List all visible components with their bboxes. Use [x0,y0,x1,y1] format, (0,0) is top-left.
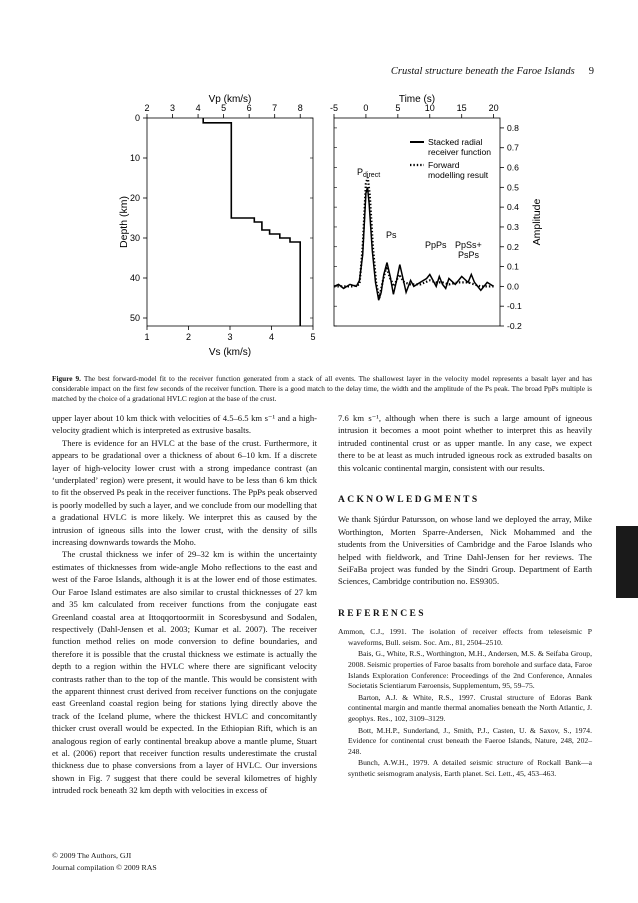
references-list [338,627,592,779]
depth-tick-label: 50 [129,313,140,323]
amplitude-tick-label: 0.3 [507,221,519,232]
time-tick-label: 5 [395,103,401,113]
amplitude-tick-label: 0.6 [507,162,519,173]
vs-tick-label: 5 [310,332,316,342]
vp-tick-label: 3 [170,103,176,113]
time-tick-label: -5 [329,103,339,113]
copyright-footer [52,850,157,874]
time-ticks [330,103,499,118]
reference-item: Bott, M.H.P., Sunderland, J., Smith, P.J., Casten, U. & Saxov, S., 1974. Evidence for continental crust beneath the Faeroe Islands, Nature, 248, 202–248. [348,725,592,756]
annotation-p-subscript: direct [363,172,381,179]
depth-tick-label: 10 [129,153,140,163]
figure-9 [0,84,638,364]
amplitude-tick-label: 0.2 [507,241,519,252]
left-column [52,412,317,797]
time-tick-label: 0 [363,103,369,113]
body-paragraph: upper layer about 10 km thick with velocities of 4.5–6.5 km s⁻¹ and a high-velocity gradient which is interpreted as extrusive basalts. [52,413,317,436]
reference-item: Barton, A.J. & White, R.S., 1997. Crustal structure of Edoras Bank continental margin and mantle thermal anomalies beneath the North Atlantic, J. geophys. Res., 102, 3109–3129. [348,692,592,724]
vs-axis-label: Vs (km/s) [208,347,252,358]
annotation-psps: PsPs [458,250,480,260]
amplitude-tick-label: 0.0 [507,281,519,292]
depth-tick-label: 40 [129,273,140,283]
vs-tick-label: 2 [185,332,192,342]
reference-item: Ammon, C.J., 1991. The isolation of receiver effects from teleseismic P waveforms, Bull. seism. Soc. Am., 81, 2504–2510. [338,627,592,647]
time-tick-label: 10 [424,103,435,113]
depth-ticks [130,113,313,323]
legend-label-stacked-2: receiver function [428,147,492,157]
acknowledgements-text: We thank Sjúrdur Patursson, on whose land we deployed the array, Mike Worthington, Morten Sparre-Andersen, Nick Mohammed and the students from the Universities of Cambridge and the Faroe Islands who helped with fieldwork, and Trine Dahl-Jensen for her reviews. The SeiFaBa project was funded by the Sindri Group. Department of Earth Sciences, Cambridge contribution no. ES9305. [338,514,592,587]
vp-tick-label: 8 [297,103,303,113]
page-number: 9 [588,66,594,77]
time-tick-label: 15 [456,103,467,113]
journal-compilation-line: Journal compilation © 2009 RAS [52,863,157,872]
figure-svg [0,84,638,364]
body-paragraph: The crustal thickness we infer of 29–32 km is within the uncertainty estimates of thicknesses from wide-angle Moho reflections to the east and west of the Faroe Islands, although it is at the lower end of those estimates. Our Faroe Island estimates are also similar to crustal thicknesses of 27 km and 35 km calculated from receiver functions from the conjugate east Greenland coastal area at Ittoqqortoormiit in Scoresbysund and Sodalen, respectively (Dahl-Jensen et al. 2003; Kumar et al. 2007). The receiver function method relies on mode conversion to define boundaries, and therefore it is possible that the crustal thickness we estimate is actually the depth to a region within the HVLC where there are significant velocity contrasts rather than to the top of the mantle. This would be consistent with the apparent thinnest crust derived from receiver functions on the conjugate east Greenland coastal region being for stations lying directly above the track of the Iceland plume, where the thickest HVLC and concomitantly thicker crust overall would be expected. In the Ethiopian Rift, which is an analogous region of early continental breakup above a mantle plume, Stuart et al. (2006) report that receiver function results underestimate the crustal thickness due to phase conversions from a layer of HVLC. Our inversions shown in Fig. 7 suggest that there could be several kilometres of highly intruded rock beneath 32 km depth with velocities in excess of [52,549,317,796]
running-title: Crustal structure beneath the Faroe Islands [390,66,575,77]
amplitude-tick-label: 0.4 [507,202,519,213]
annotation-ppps: PpPs [425,240,447,250]
vs-tick-label: 4 [268,332,275,342]
amplitude-tick-label: 0.1 [507,261,519,272]
annotation-p-direct [357,167,380,179]
depth-axis-label: Depth (km) [118,196,130,248]
annotation-ppss: PpSs+ [455,240,482,250]
vs-ticks [144,326,315,342]
vp-tick-label: 6 [246,103,252,113]
references-heading: REFERENCES [338,608,426,619]
copyright-line: © 2009 The Authors, GJI [52,851,132,860]
time-tick-label: 20 [488,103,499,113]
legend-label-forward-1: Forward [428,160,460,170]
vp-tick-label: 5 [221,103,227,113]
body-paragraph: There is evidence for an HVLC at the base of the crust. Furthermore, it appears to be gradational over a thickness of about 6–10 km. If a discrete layer of high-velocity lower crust with a strong impedance contrast (an ‘underplated’ region) were present, it would have to be less than 6 km thick to fit the observed Ps peak in the receiver functions. The PpPs peak observed is poorly modelled by such a layer, and we conclude from our modelling that a gradational HVLC is more likely. We interpret this as caused by the intrusion of igneous sills into the lower crust, with the density of sills increasing downwards towards the Moho. [52,437,317,548]
annotation-ps: Ps [386,230,397,240]
amplitude-tick-label: -0.2 [507,321,522,331]
amplitude-axis-label: Amplitude [531,198,543,246]
vp-ticks [144,103,302,118]
figure-caption [52,374,592,404]
amplitude-tick-label: 0.5 [507,182,519,193]
reference-item: Bunch, A.W.H., 1979. A detailed seismic structure of Rockall Bank—a synthetic seismogram analysis, Earth planet. Sci. Lett., 45, 453–463. [348,758,592,778]
amplitude-tick-label: 0.7 [507,142,519,153]
amplitude-tick-label: 0.8 [507,122,519,133]
caption-text: The best forward-model fit to the receiver function generated from a stack of all events. The shallowest layer in the velocity model represents a basalt layer and has considerable impact on the first few seconds of the receiver function. There is a good match to the delay time, the width and the amplitude of the Ps peak. The broad PpPs multiple is matched by the choice of a gradational HVLC region at the base of the crust. [52,374,592,403]
caption-label: Figure 9. [52,374,81,383]
depth-tick-label: 0 [134,113,140,123]
velocity-profile-line [203,118,300,326]
velocity-panel-frame [147,118,313,326]
legend-label-stacked-1: Stacked radial [428,137,483,147]
vs-tick-label: 1 [144,332,150,342]
vp-tick-label: 7 [272,103,278,113]
legend-label-forward-2: modelling result [428,170,489,180]
section-thumb-tab [616,526,638,598]
time-axis-label: Time (s) [398,94,436,105]
acknowledgements-heading: ACKNOWLEDGMENTS [338,495,480,506]
vp-tick-label: 2 [144,103,150,113]
depth-tick-label: 20 [129,193,140,203]
amplitude-tick-label: -0.1 [507,301,522,312]
depth-tick-label: 30 [129,233,140,243]
annotation-p: P [357,167,364,177]
running-header [391,66,594,77]
right-column [338,412,592,781]
vp-tick-label: 4 [195,103,201,113]
vp-axis-label: Vp (km/s) [208,94,252,105]
vs-tick-label: 3 [227,332,233,342]
body-paragraph: 7.6 km s⁻¹, although when there is such a large amount of igneous intrusion it becomes a moot point whether to interpret this as heavily intruded continental crust or as upper mantle. In any case, we expect there to be at least as much intruded igneous rock as extruded basalts on this volcanic continental margin, consistent with our results. [338,413,592,473]
reference-item: Bais, G., White, R.S., Worthington, M.H., Andersen, M.S. & Seifaba Group, 2008. Seismic properties of Faroe basalts from borehole and surface data, Faroe Islands Exploration Conference: Proceedings of the 2nd Conference, Annales Societatis Scientiarum Færoensis, Supplementum, 95, 59–75. [348,649,592,691]
